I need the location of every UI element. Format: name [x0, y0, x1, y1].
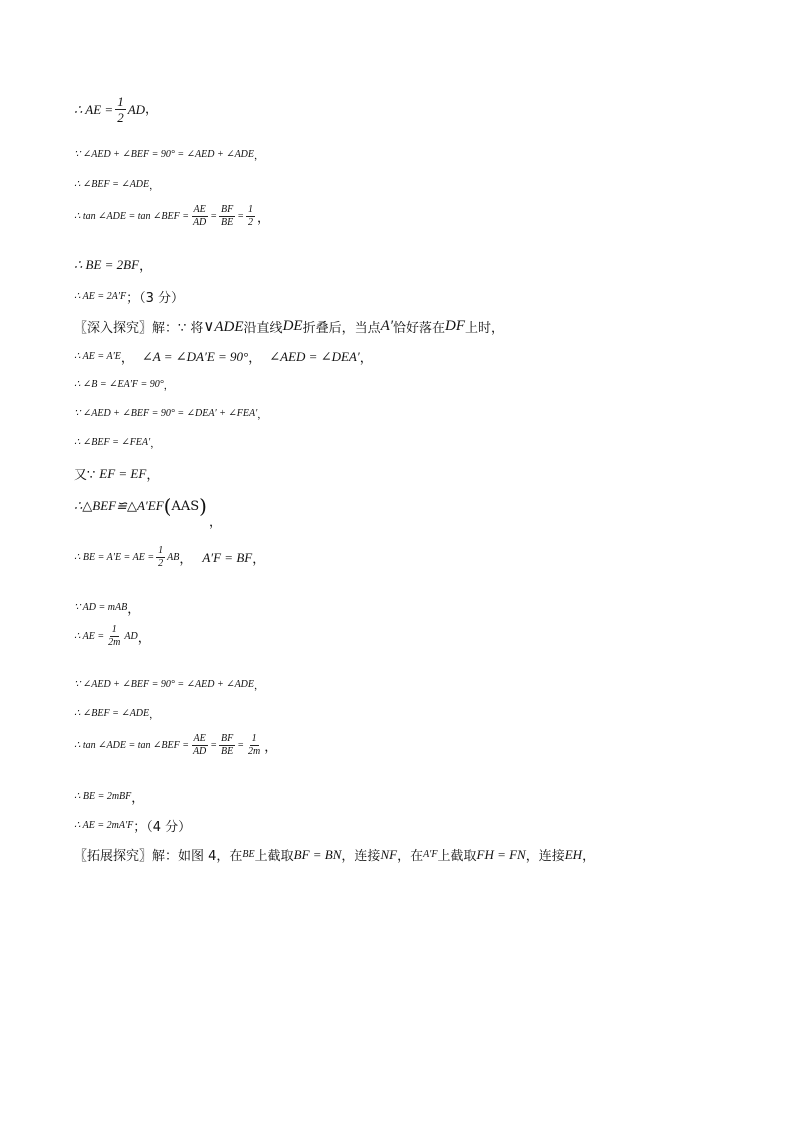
- score-note: ；（4 分）: [133, 820, 192, 835]
- math-expr: ∵ ∠AED + ∠BEF = 90° = ∠AED + ∠ADE: [74, 679, 255, 690]
- math-expr: ∴ tan ∠ADE = tan ∠BEF =: [74, 740, 189, 751]
- numerator: AE: [193, 733, 206, 744]
- punctuation: ，: [359, 351, 373, 366]
- fraction: [246, 205, 255, 228]
- math-expr: A′F = BF: [202, 549, 253, 565]
- punctuation: ，: [127, 602, 141, 617]
- math-expr: ∠AED = ∠DEA′: [269, 348, 360, 364]
- fraction: [106, 625, 122, 648]
- line-9: [74, 377, 174, 392]
- line-3: [74, 177, 159, 192]
- numerator: 1: [117, 94, 124, 109]
- line-11: [74, 435, 160, 450]
- line-13: [74, 494, 222, 530]
- punctuation: ，: [137, 631, 151, 646]
- math-expr: ∴ BE = A′E = AE =: [74, 552, 155, 563]
- punctuation: ，: [146, 468, 160, 483]
- denominator: 2: [158, 558, 164, 569]
- math-expr: EF = EF: [99, 465, 147, 481]
- math-expr: ∴ BE = 2mBF: [74, 791, 132, 802]
- denominator: AD: [192, 217, 207, 228]
- math-expr: FH = FN: [476, 846, 526, 862]
- denominator: BE: [221, 217, 234, 228]
- math-expr: ∴ ∠B = ∠EA′F = 90°: [74, 379, 164, 390]
- math-expr: DF: [445, 318, 466, 334]
- punctuation: ，: [120, 351, 134, 366]
- text: 沿直线: [243, 321, 283, 336]
- math-expr: ∴ AE = 2mA′F: [74, 820, 134, 831]
- math-expr: ∨ADE: [203, 319, 244, 335]
- fraction: [246, 734, 262, 757]
- punctuation: ，: [150, 439, 161, 450]
- math-expr: ∴ AE = A′E: [74, 351, 121, 362]
- punctuation: ，: [264, 740, 278, 755]
- text: 又∵: [74, 468, 96, 483]
- text: 上时，: [465, 321, 505, 336]
- math-expr: ∴ ∠BEF = ∠ADE: [74, 179, 150, 190]
- fraction: [219, 205, 235, 228]
- line-21: [74, 816, 191, 835]
- math-expr: AB: [167, 552, 180, 563]
- math-expr: AAS: [171, 498, 200, 514]
- numerator: 1: [111, 624, 117, 635]
- line-15: [74, 598, 140, 617]
- denominator: BE: [221, 746, 234, 757]
- math-expr: ∴ tan ∠ADE = tan ∠BEF =: [74, 211, 189, 222]
- text: ，连接: [341, 849, 381, 864]
- denominator: 2m: [108, 637, 121, 648]
- math-expr: EH: [564, 846, 583, 862]
- punctuation: ，: [254, 681, 265, 692]
- numerator: AE: [193, 204, 206, 215]
- equals-sign: =: [210, 211, 218, 222]
- numerator: BF: [221, 733, 234, 744]
- math-expr: ∴ ∠BEF = ∠FEA′: [74, 437, 151, 448]
- punctuation: ，: [149, 181, 160, 192]
- line-17: [74, 677, 264, 692]
- line-5: [74, 255, 152, 274]
- line-4: [74, 205, 270, 228]
- math-expr: AD: [127, 101, 146, 117]
- line-10: [74, 406, 267, 421]
- denominator: 2m: [248, 746, 261, 757]
- fraction: [191, 205, 208, 228]
- punctuation: ，: [252, 552, 266, 567]
- punctuation: ，: [131, 791, 145, 806]
- math-expr: ∴ BE = 2BF: [74, 256, 140, 272]
- text: ，在: [397, 849, 424, 864]
- numerator: 1: [248, 204, 253, 215]
- punctuation: ，: [163, 381, 174, 392]
- line-8: [74, 347, 373, 366]
- text: ，连接: [525, 849, 565, 864]
- line-22: [74, 845, 595, 864]
- line-18: [74, 706, 159, 721]
- punctuation: ，: [257, 410, 268, 421]
- line-20: [74, 787, 144, 806]
- left-paren: (: [163, 494, 172, 518]
- math-expr: A′: [380, 318, 394, 334]
- math-expr: DE: [282, 318, 303, 334]
- math-expr: ∵ ∠AED + ∠BEF = 90° = ∠DEA′ + ∠FEA′: [74, 408, 258, 419]
- line-6: [74, 287, 184, 306]
- math-expr: BE: [242, 849, 255, 860]
- right-paren: ): [199, 494, 207, 518]
- punctuation: ，: [254, 151, 265, 162]
- numerator: 1: [158, 545, 164, 556]
- denominator: 2: [117, 110, 124, 125]
- punctuation: ，: [257, 211, 271, 226]
- line-1: [74, 95, 158, 124]
- punctuation: ，: [582, 849, 596, 864]
- fraction: [219, 734, 235, 757]
- math-expr: ∴ AE =: [74, 101, 114, 117]
- section-heading: 〖深入探究〗解：∵ 将: [74, 321, 204, 336]
- text: 上截取: [437, 849, 477, 864]
- punctuation: ，: [248, 351, 262, 366]
- equals-sign: =: [237, 211, 244, 222]
- line-16: [74, 625, 151, 648]
- math-expr: BF = BN: [293, 846, 342, 862]
- text: 恰好落在: [393, 321, 446, 336]
- punctuation: ，: [145, 102, 159, 117]
- math-expr: A′F: [423, 849, 438, 860]
- fraction: [115, 95, 126, 124]
- text: 上截取: [254, 849, 294, 864]
- math-expr: ∠A = ∠DA′E = 90°: [141, 348, 249, 364]
- math-expr: ∴△BEF≌△A′EF: [74, 498, 164, 513]
- line-12: [74, 464, 159, 483]
- numerator: 1: [251, 733, 257, 744]
- equals-sign: =: [210, 740, 218, 751]
- line-14: [74, 546, 265, 569]
- text: 折叠后，当点: [302, 321, 381, 336]
- math-expr: NF: [380, 846, 398, 862]
- math-expr: ∵ ∠AED + ∠BEF = 90° = ∠AED + ∠ADE: [74, 149, 255, 160]
- math-expr: ∴ AE =: [74, 631, 105, 642]
- denominator: 2: [248, 217, 253, 228]
- punctuation: ，: [208, 514, 222, 530]
- punctuation: ，: [149, 710, 160, 721]
- fraction: [156, 546, 165, 569]
- denominator: AD: [192, 746, 207, 757]
- fraction: [191, 734, 208, 757]
- section-heading: 〖拓展探究〗解：如图 4，在: [74, 849, 243, 864]
- punctuation: ，: [139, 259, 153, 274]
- math-expr: ∴ ∠BEF = ∠ADE: [74, 708, 150, 719]
- line-19: [74, 734, 277, 757]
- math-expr: AD: [124, 631, 138, 642]
- equals-sign: =: [237, 740, 244, 751]
- punctuation: ，: [179, 552, 193, 567]
- math-expr: ∵ AD = mAB: [74, 602, 128, 613]
- score-note: ；（3 分）: [126, 291, 184, 306]
- line-2: [74, 147, 264, 162]
- math-expr: ∴ AE = 2A′F: [74, 291, 127, 302]
- line-7: [74, 317, 504, 336]
- numerator: BF: [221, 204, 234, 215]
